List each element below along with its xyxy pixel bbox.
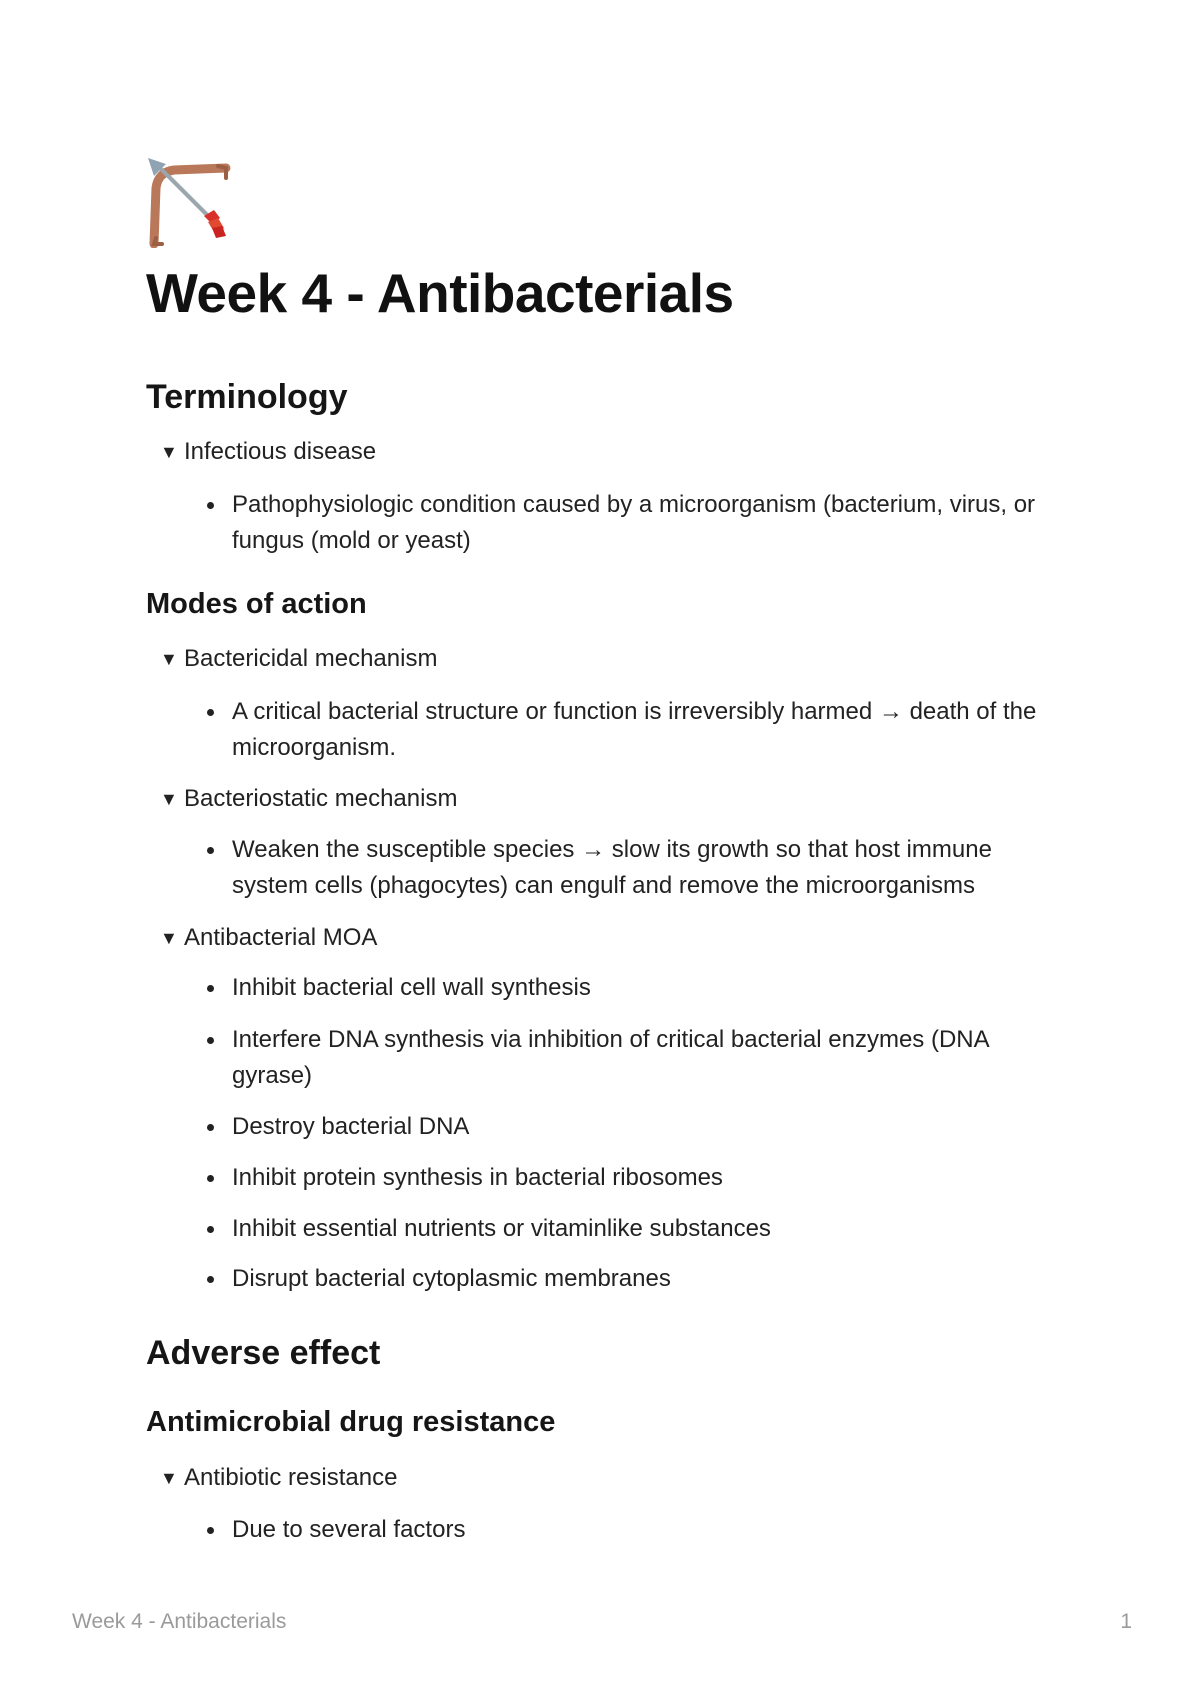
toggle-infectious-disease[interactable] (160, 434, 376, 470)
bullet-dot-icon (207, 1175, 214, 1182)
footer-title: Week 4 - Antibacterials (72, 1610, 287, 1633)
heading-terminology: Terminology (146, 378, 348, 416)
toggle-antibiotic-resistance[interactable] (160, 1460, 397, 1496)
bullet-dot-icon (207, 1037, 214, 1044)
toggle-antibacterial-moa[interactable] (160, 920, 377, 956)
heading-modes-of-action: Modes of action (146, 588, 367, 620)
toggle-label: Bacteriostatic mechanism (184, 785, 458, 812)
heading-antimicrobial-drug-resistance: Antimicrobial drug resistance (146, 1406, 556, 1438)
bullet-dot-icon (207, 1124, 214, 1131)
toggle-label: Antibacterial MOA (184, 924, 378, 951)
page-title: Week 4 - Antibacterials (146, 262, 734, 324)
list-item: Inhibit bacterial cell wall synthesis (232, 970, 1062, 1006)
list-item: Interfere DNA synthesis via inhibition of critical bacterial enzymes (DNA gyrase) (232, 1022, 1062, 1094)
list-item: Inhibit protein synthesis in bacterial ribosomes (232, 1160, 1062, 1196)
heading-adverse-effect: Adverse effect (146, 1334, 381, 1372)
triangle-down-icon[interactable]: ▼ (160, 649, 178, 669)
bullet-dot-icon (207, 847, 214, 854)
bullet-dot-icon (207, 1226, 214, 1233)
list-item: Weaken the susceptible species → slow its growth so that host immune system cells (phagocytes) can engulf and remove the microorganisms (232, 832, 1062, 904)
toggle-label: Infectious disease (184, 438, 377, 465)
page-number: 1 (1120, 1610, 1132, 1633)
triangle-down-icon[interactable]: ▼ (160, 928, 178, 948)
triangle-down-icon[interactable]: ▼ (160, 1468, 178, 1488)
list-item: Pathophysiologic condition caused by a microorganism (bacterium, virus, or fungus (mold or yeast) (232, 487, 1062, 559)
bullet-dot-icon (207, 709, 214, 716)
list-item: Destroy bacterial DNA (232, 1109, 1062, 1145)
toggle-bacteriostatic[interactable] (160, 781, 457, 817)
toggle-bactericidal[interactable] (160, 641, 437, 677)
list-item: Due to several factors (232, 1512, 1062, 1548)
list-item: Disrupt bacterial cytoplasmic membranes (232, 1261, 1062, 1297)
toggle-label: Antibiotic resistance (184, 1464, 398, 1491)
triangle-down-icon[interactable]: ▼ (160, 442, 178, 462)
bullet-dot-icon (207, 502, 214, 509)
toggle-label: Bactericidal mechanism (184, 645, 438, 672)
list-item: A critical bacterial structure or function is irreversibly harmed → death of the microorganism. (232, 694, 1062, 766)
bow-and-arrow-icon (146, 158, 236, 248)
triangle-down-icon[interactable]: ▼ (160, 789, 178, 809)
bullet-dot-icon (207, 1276, 214, 1283)
bullet-dot-icon (207, 1527, 214, 1534)
list-item: Inhibit essential nutrients or vitaminlike substances (232, 1211, 1062, 1247)
bullet-dot-icon (207, 985, 214, 992)
